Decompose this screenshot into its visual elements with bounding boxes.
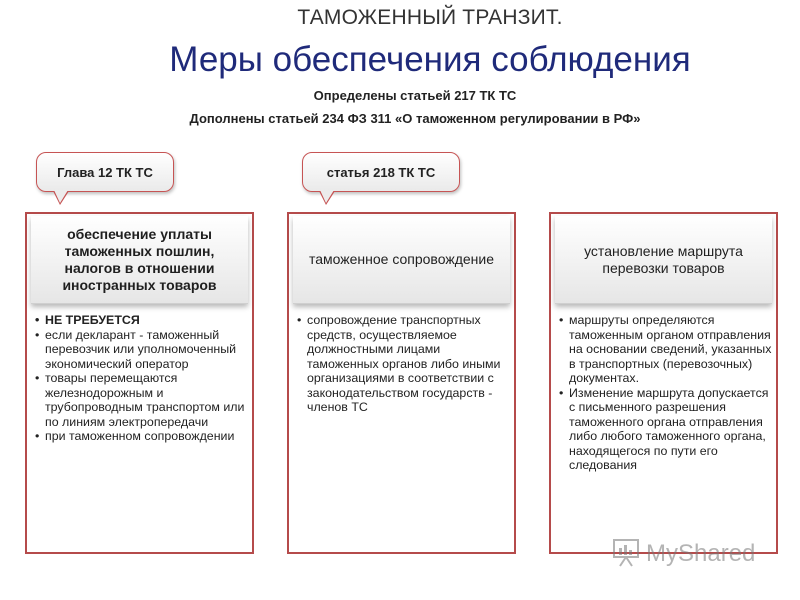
list-item: • маршруты определяются таможенным органом отправления на основании сведений, указанных в транспортных (перевозочных) документах.: [555, 313, 772, 386]
subtitle-supplement: Дополнены статьей 234 ФЗ 311 «О таможенном регулировании в РФ»: [189, 111, 641, 126]
column-customs-escort: [287, 212, 516, 554]
list-item: • если декларант - таможенный перевозчик или уполномоченный экономический оператор: [31, 328, 248, 372]
column-header: установление маршрута перевозки товаров: [555, 216, 772, 304]
presentation-chart-icon: [612, 537, 640, 572]
callout-label: Глава 12 ТК ТС: [57, 164, 153, 180]
column-list: [31, 313, 248, 444]
column-header: обеспечение уплаты таможенных пошлин, налогов в отношении иностранных товаров: [31, 216, 248, 304]
column-route: [549, 212, 778, 554]
subtitle-definition: Определены статьей 217 ТК ТС: [313, 88, 517, 103]
callout-article-218: [302, 152, 460, 192]
pre-title: ТАМОЖЕННЫЙ ТРАНЗИТ.: [297, 6, 563, 29]
page-title: Меры обеспечения соблюдения: [169, 40, 691, 79]
column-header: таможенное сопровождение: [293, 216, 510, 304]
callout-chapter-12: [36, 152, 174, 192]
watermark-text: MyShared: [646, 540, 756, 567]
list-item: • при таможенном сопровождении: [31, 429, 248, 444]
list-item: • сопровождение транспортных средств, осуществляемое должностными лицами таможенных органов либо иными организациями в соответствии с законодательством государств - членов ТС: [293, 313, 510, 415]
list-item: • НЕ ТРЕБУЕТСЯ: [31, 313, 248, 328]
column-list: [293, 313, 510, 415]
column-list: [555, 313, 772, 473]
list-item: • товары перемещаются железнодорожным и трубопроводным транспортом или по линиям электропередачи: [31, 371, 248, 429]
watermark: [612, 534, 782, 574]
list-item: • Изменение маршрута допускается с письменного разрешения таможенного органа отправления либо любого таможенного органа, находящегося по пути его следования: [555, 386, 772, 473]
column-duty-payment: [25, 212, 254, 554]
callout-label: статья 218 ТК ТС: [326, 164, 436, 180]
